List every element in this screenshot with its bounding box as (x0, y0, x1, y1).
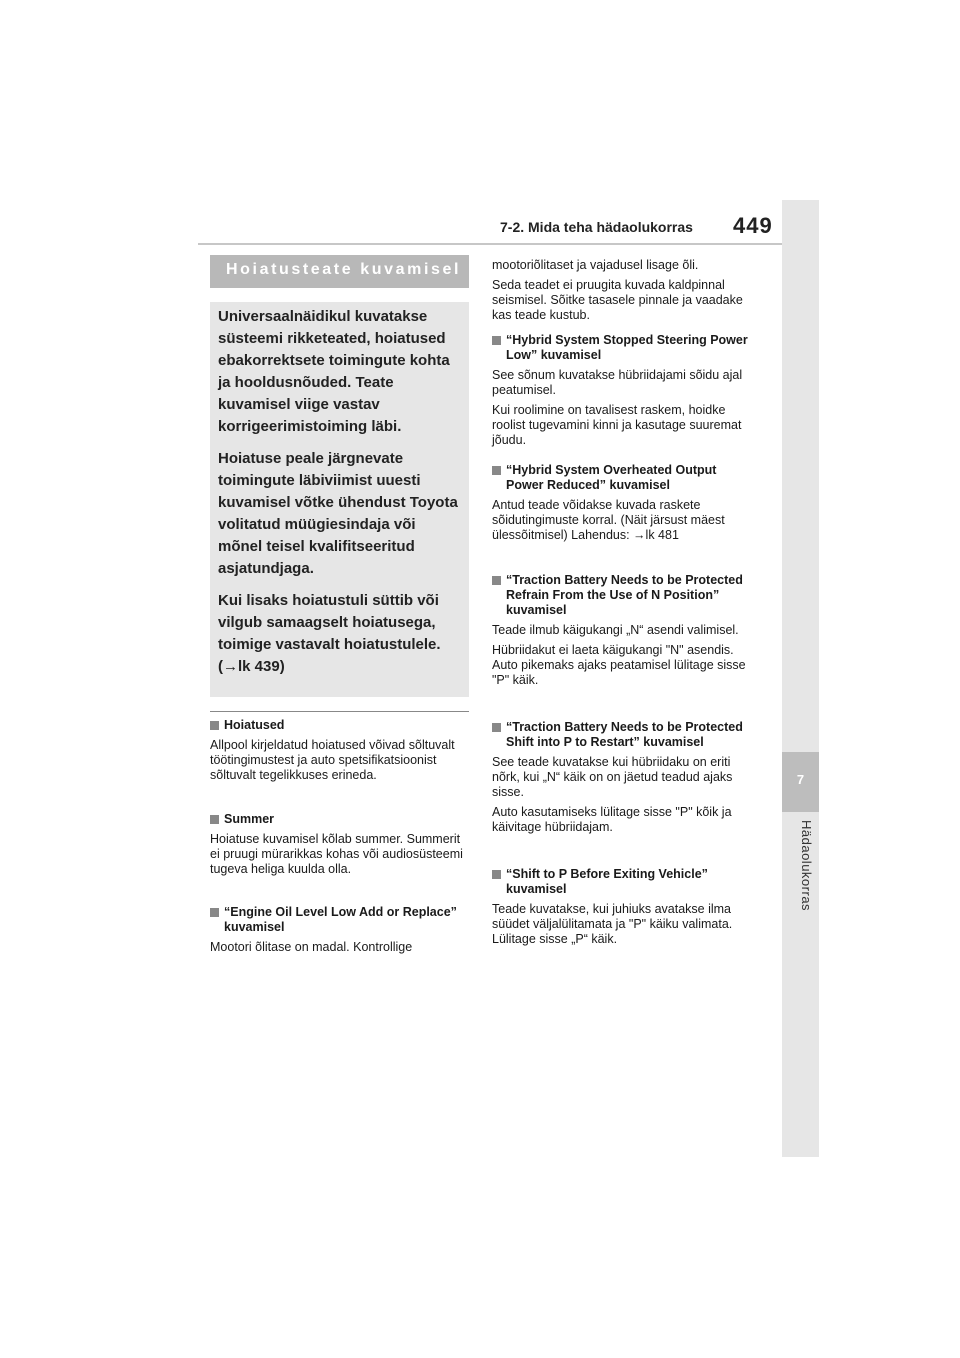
info-box-paragraph: Kui lisaks hoiatustuli süttib või vilgub samaagselt hoiatusega, toimige vastavalt hoiatustulele. (→lk 439) (218, 592, 441, 675)
info-box-title: Hoiatusteate kuvamisel (226, 261, 462, 278)
section-text: See sõnum kuvatakse hübriidajami sõidu ajal peatumisel. (492, 368, 743, 397)
section-oil-continued (492, 258, 754, 323)
section-text: Hoiatuse kuvamisel kõlab summer. Summerit ei pruugi mürarikkas kohas või audiosüsteemi tugeva heliga kuulda olla. (210, 832, 463, 876)
section-text: Teade ilmub käigukangi „N“ asendi valimisel. (492, 623, 739, 637)
section-text: Auto kasutamiseks lülitage sisse "P" kõik ja käivitage hübriidajam. (492, 805, 732, 834)
side-tab-chapter-number: 7 (796, 772, 805, 787)
square-bullet-icon (492, 723, 501, 732)
section-text: Seda teadet ei pruugita kuvada kaldpinnal seismisel. Sõitke tasasele pinnale ja vaadake kas teade kustub. (492, 278, 743, 322)
info-box-paragraph: Universaalnäidikul kuvatakse süsteemi rikketeated, hoiatused ebakorrektsete toimingute kohta ja hooldusnõuded. Teate kuvamisel viige vastav korrigeerimistoiming läbi. (218, 308, 450, 435)
section-hoiatused (210, 718, 472, 783)
square-bullet-icon (492, 870, 501, 879)
side-tab-chapter-title: Hädaolukorras (799, 820, 814, 912)
square-bullet-icon (210, 908, 219, 917)
section-text: Mootori õlitase on madal. Kontrollige (210, 940, 413, 954)
section-text: Antud teade võidakse kuvada raskete sõidutingimuste korral. (Näit järsust mäest ülessõitmisel) Lahendus: →lk 481 (492, 498, 725, 542)
section-summer (210, 812, 472, 877)
section-text: mootoriõlitaset ja vajadusel lisage õli. (492, 258, 699, 272)
square-bullet-icon (492, 466, 501, 475)
section-text: Allpool kirjeldatud hoiatused võivad sõltuvalt töötingimustest ja auto spetsifikatsioonist sõltuvalt tegelikkuses erineda. (210, 738, 455, 782)
section-traction-n-position (492, 573, 754, 688)
section-traction-restart (492, 720, 754, 835)
section-shift-to-p (492, 867, 754, 947)
square-bullet-icon (492, 576, 501, 585)
section-hybrid-steering (492, 333, 754, 448)
section-heading: “Hybrid System Overheated Output Power Reduced” kuvamisel (506, 463, 717, 492)
side-tab-strip (782, 200, 819, 1157)
section-text: Kui roolimine on tavalisest raskem, hoidke roolist tugevamini kinni ja kasutage suuremat jõudu. (492, 403, 742, 447)
info-box (210, 302, 469, 697)
section-text: Hübriidakut ei laeta käigukangi "N" asendis. Auto pikemaks ajaks peatamisel lülitage sisse "P" käik. (492, 643, 746, 687)
section-heading: Summer (224, 812, 275, 826)
section-heading: “Engine Oil Level Low Add or Replace” kuvamisel (224, 905, 457, 934)
header-divider (198, 243, 783, 245)
page-number: 449 (733, 213, 773, 238)
square-bullet-icon (210, 721, 219, 730)
section-text: See teade kuvatakse kui hübriidaku on eriti nõrk, kui „N“ käik on on jäetud teadud ajaks sisse. (492, 755, 733, 799)
section-hybrid-overheated (492, 463, 754, 543)
section-heading: “Shift to P Before Exiting Vehicle” kuvamisel (506, 867, 708, 896)
section-heading: Hoiatused (224, 718, 285, 732)
info-box-header (210, 255, 469, 288)
section-title: 7-2. Mida teha hädaolukorras (500, 219, 693, 235)
section-heading: “Hybrid System Stopped Steering Power Low” kuvamisel (506, 333, 748, 362)
square-bullet-icon (492, 336, 501, 345)
section-heading: “Traction Battery Needs to be Protected Shift into P to Restart” kuvamisel (506, 720, 743, 749)
info-box-paragraph: Hoiatuse peale järgnevate toimingute läbiviimist uuesti kuvamisel võtke ühendust Toyota volitatud müügiesindaja või mõnel teisel kvalifitseeritud asjatundjaga. (218, 450, 458, 577)
section-text: Teade kuvatakse, kui juhiuks avatakse ilma süüdet väljalülitamata ja "P" käiku valimata. Lülitage sisse „P“ käik. (492, 902, 733, 946)
square-bullet-icon (210, 815, 219, 824)
section-engine-oil (210, 905, 472, 955)
section-heading: “Traction Battery Needs to be Protected Refrain From the Use of N Position” kuvamisel (506, 573, 743, 617)
box-divider (210, 711, 469, 712)
